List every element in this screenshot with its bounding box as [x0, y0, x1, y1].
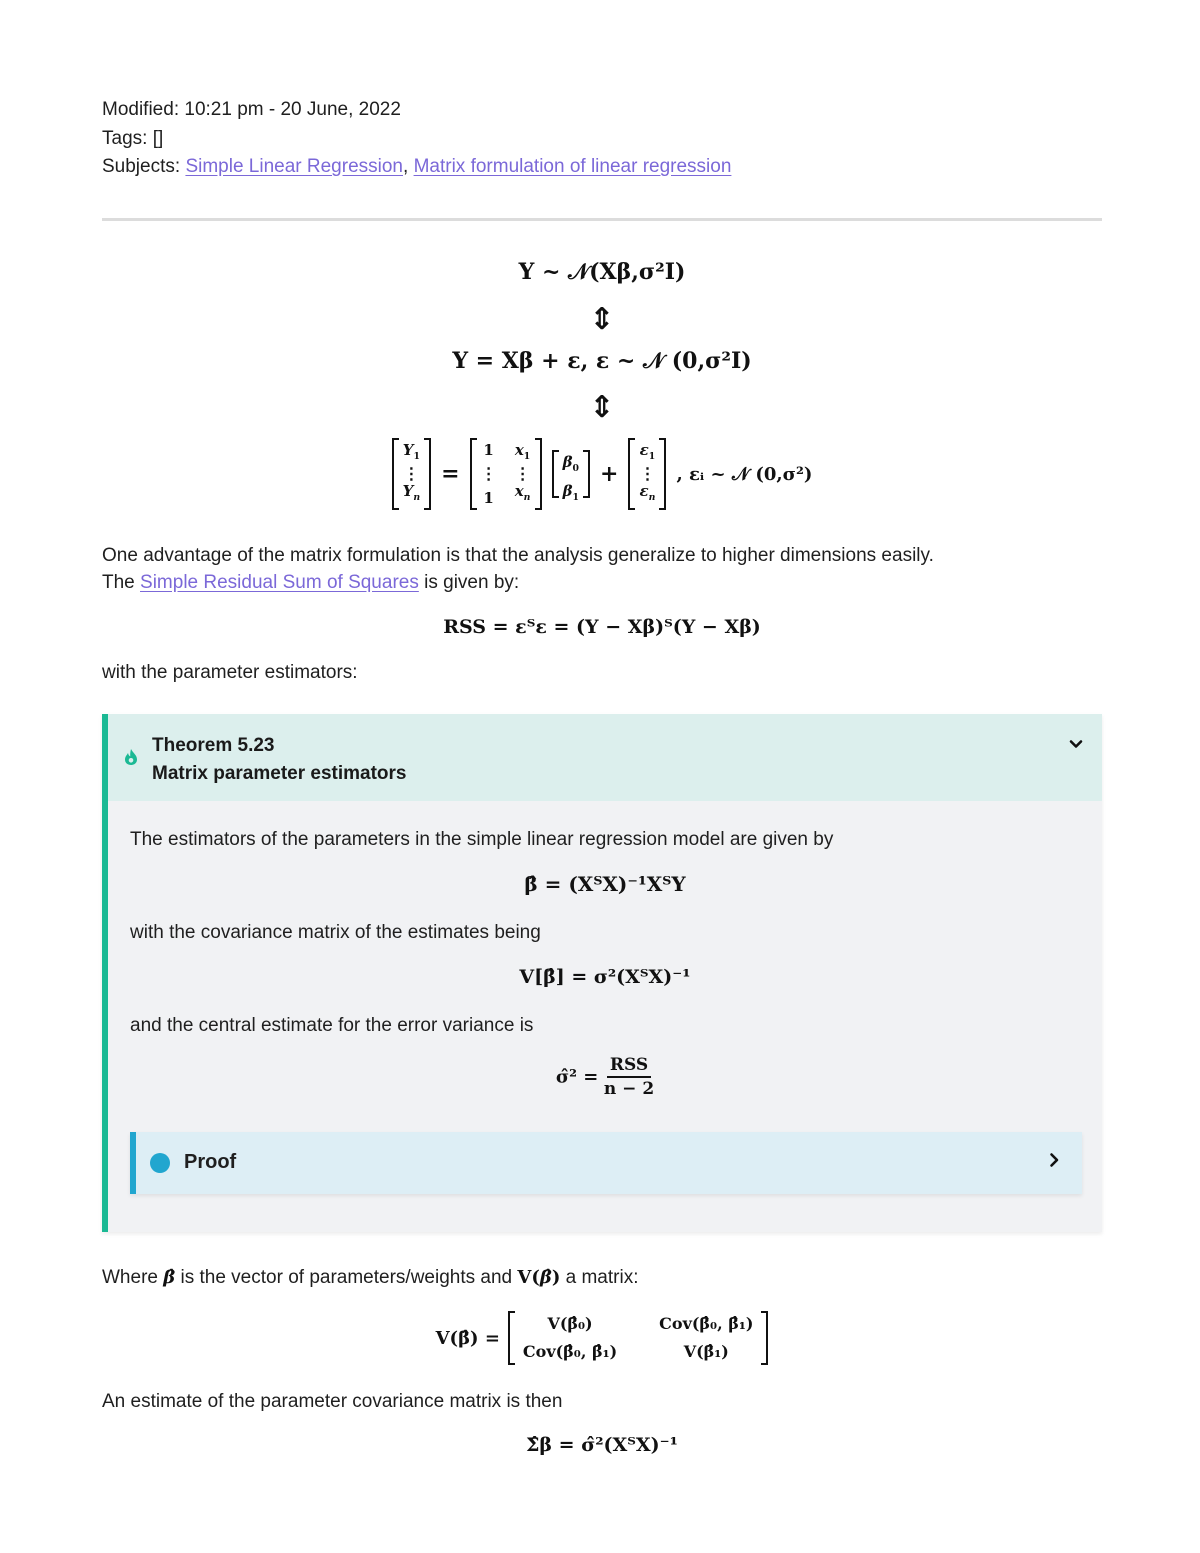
tags-label: Tags: — [102, 127, 148, 149]
iff-arrow-2: ⇕ — [589, 390, 615, 425]
where-part-a: Where — [102, 1267, 164, 1288]
matrix-equation — [102, 438, 1102, 515]
matrix-plus: + — [600, 461, 619, 487]
subject-link-matrix-formulation[interactable]: Matrix formulation of linear regression — [413, 156, 732, 177]
cov-matrix-lhs: V(β̂) = — [435, 1327, 500, 1349]
cov-cell-cov-top: Cov(β̂₀, β̂₁) — [659, 1314, 754, 1333]
rss-intro-before: The — [102, 572, 141, 593]
theorem-title — [152, 732, 407, 788]
modified-line — [102, 96, 731, 125]
cov-cell-cov-bottom: Cov(β̂₀, β̂₁) — [522, 1342, 618, 1361]
modified-label: Modified: — [102, 99, 180, 120]
rss-equation: RSS = εᵀε = (Y − Xβ)ᵀ(Y − Xβ) — [443, 616, 761, 638]
variance-lhs: σ̂² = — [555, 1066, 599, 1088]
tags-line — [102, 125, 731, 154]
cov-cell-var-beta0: V(β̂₀) — [547, 1314, 593, 1333]
variance-numerator: RSS — [607, 1054, 651, 1078]
covariance-matrix-equation — [102, 1311, 1102, 1365]
header-divider — [102, 218, 1102, 221]
cov-cell-var-beta1: V(β̂₁) — [683, 1342, 729, 1361]
sigma-hat-equation: Σ̂β = σ̂²(XᵀX)⁻¹ — [526, 1434, 678, 1456]
theorem-callout — [102, 714, 1102, 1232]
metadata — [102, 96, 731, 182]
theorem-name: Matrix parameter estimators — [152, 763, 407, 784]
matrix-tail: , εᵢ ~ 𝒩 (0,σ²) — [676, 463, 813, 485]
rss-intro-paragraph — [102, 569, 519, 596]
rss-intro-after: is given by: — [418, 572, 520, 593]
subject-link-simple-linear-regression[interactable]: Simple Linear Regression — [185, 156, 403, 177]
matrix-equals: = — [441, 461, 460, 487]
y-vector: $Y_1$ ⋮ $Y_n$ — [392, 438, 431, 510]
estimators-intro-paragraph: with the parameter estimators: — [102, 662, 358, 683]
covariance-equation: V[β̂] = σ²(XᵀX)⁻¹ — [519, 966, 691, 988]
model-linear-equation: Y = Xβ + ε, ε ~ 𝒩 (0,σ²I) — [452, 348, 752, 374]
proof-callout[interactable] — [130, 1132, 1082, 1194]
proof-label: Proof — [184, 1151, 237, 1173]
subjects-line — [102, 153, 731, 182]
chevron-down-icon[interactable] — [1068, 736, 1084, 752]
tags-value: [] — [152, 127, 164, 149]
where-part-c: a matrix: — [560, 1267, 639, 1288]
beta-vector: $\beta_0$ $\beta_1$ — [552, 450, 590, 498]
theorem-header[interactable] — [108, 714, 1102, 801]
theorem-number: Theorem 5.23 — [152, 735, 275, 756]
info-icon — [150, 1153, 170, 1173]
design-matrix: 1 ⋮ 1 $x_1$ ⋮ $x_n$ — [470, 438, 542, 510]
where-part-b: is the vector of parameters/weights and — [175, 1267, 518, 1288]
estimate-paragraph: An estimate of the parameter covariance matrix is then — [102, 1391, 563, 1412]
epsilon-vector: $\varepsilon_1$ ⋮ $\varepsilon_n$ — [628, 438, 666, 510]
beta-hat-equation: β̂ = (XᵀX)⁻¹XᵀY — [524, 872, 686, 896]
error-variance-equation — [108, 1054, 1102, 1100]
simple-rss-link[interactable]: Simple Residual Sum of Squares — [140, 572, 419, 593]
subjects-label: Subjects: — [102, 156, 181, 177]
theorem-flame-icon — [122, 748, 140, 766]
where-paragraph: Where β̂ is the vector of parameters/weights and V(β̂) a matrix: — [102, 1267, 639, 1288]
iff-arrow-1: ⇕ — [589, 302, 615, 337]
variance-denominator: n − 2 — [603, 1079, 655, 1099]
covariance-intro: with the covariance matrix of the estimates being — [130, 922, 541, 943]
modified-value: 10:21 pm - 20 June, 2022 — [184, 99, 401, 120]
advantage-paragraph: One advantage of the matrix formulation is that the analysis generalize to higher dimensions easily. — [102, 545, 934, 566]
model-distribution-equation: Y ~ 𝒩(Xβ,σ²I) — [518, 259, 686, 285]
error-variance-intro: and the central estimate for the error variance is — [130, 1015, 534, 1036]
subject-separator: , — [403, 156, 409, 177]
theorem-intro: The estimators of the parameters in the simple linear regression model are given by — [130, 829, 834, 850]
chevron-right-icon[interactable] — [1046, 1152, 1062, 1168]
